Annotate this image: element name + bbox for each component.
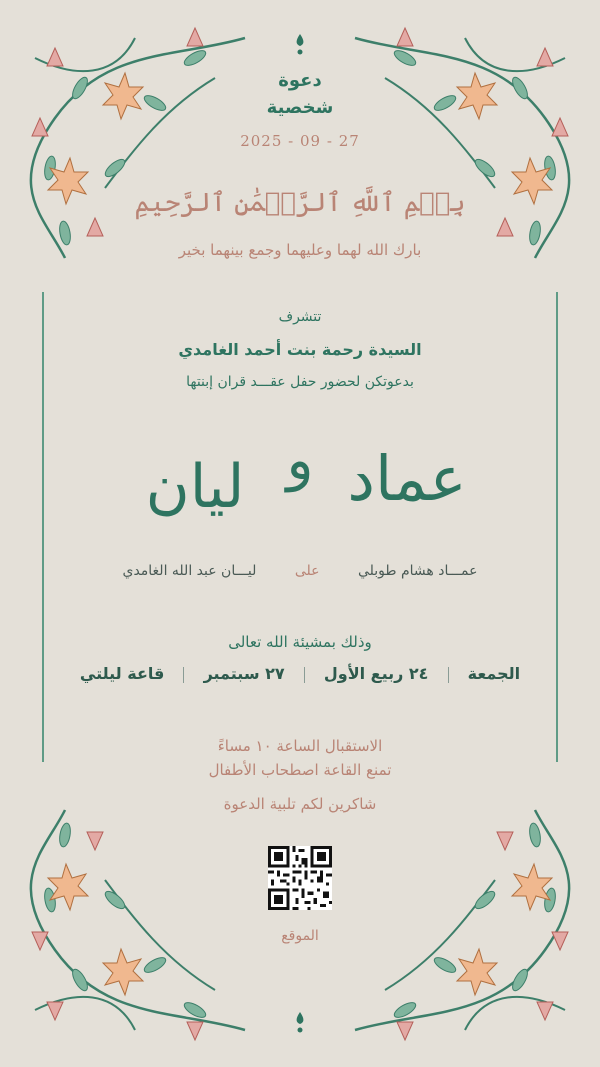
conjunction: و [286, 428, 314, 493]
drop-ornament-top-icon [292, 32, 308, 56]
reception-time: الاستقبال الساعة ١٠ مساءً [217, 737, 383, 755]
groom-full-name: عمـــاد هشام طوبلي [357, 563, 478, 579]
event-gregorian-date: ٢٧ سبتمبر [203, 664, 285, 683]
event-hijri-date: ٢٤ ربيع الأول [323, 664, 429, 683]
event-day: الجمعة [467, 664, 521, 683]
basmala: بِسۡمِ ٱللَّهِ ٱلرَّحۡمَٰنِ ٱلرَّحِيمِ [134, 188, 466, 218]
floral-ornament-bottom-right [345, 800, 585, 1050]
title-line-2: شخصية [266, 97, 334, 118]
separator [183, 667, 184, 683]
event-details-row [0, 664, 600, 683]
separator [304, 667, 305, 683]
couple-full-names [60, 563, 540, 579]
honor-text: تتشرف [278, 309, 322, 325]
invitation-date: 2025 - 09 - 27 [240, 132, 360, 150]
children-note: تمنع القاعة اصطحاب الأطفال [208, 761, 392, 779]
location-link[interactable]: الموقع [281, 928, 319, 944]
invite-text: بدعوتكن لحضور حفل عقـــد قران إبنتها [186, 374, 414, 390]
details-intro: وذلك بمشيئة الله تعالى [228, 633, 372, 651]
on-word: على [294, 563, 320, 579]
groom-first-name: عماد [347, 442, 467, 515]
event-venue: قاعة ليلتي [79, 664, 165, 683]
title-line-1: دعوة [278, 70, 322, 91]
frame-line-right [556, 292, 558, 762]
host-name: السيدة رحمة بنت أحمد الغامدي [178, 340, 422, 359]
drop-ornament-bottom-icon [292, 1010, 308, 1034]
thanks-text: شاكرين لكم تلبية الدعوة [223, 795, 377, 813]
floral-ornament-bottom-left [15, 800, 255, 1050]
bride-full-name: ليـــان عبد الله الغامدي [122, 563, 257, 579]
separator [448, 667, 449, 683]
location-qr-code[interactable] [268, 846, 332, 910]
frame-line-left [42, 292, 44, 762]
blessing-text: بارك الله لهما وعليهما وجمع بينهما بخير [178, 241, 422, 259]
bride-first-name: ليان [145, 452, 245, 522]
